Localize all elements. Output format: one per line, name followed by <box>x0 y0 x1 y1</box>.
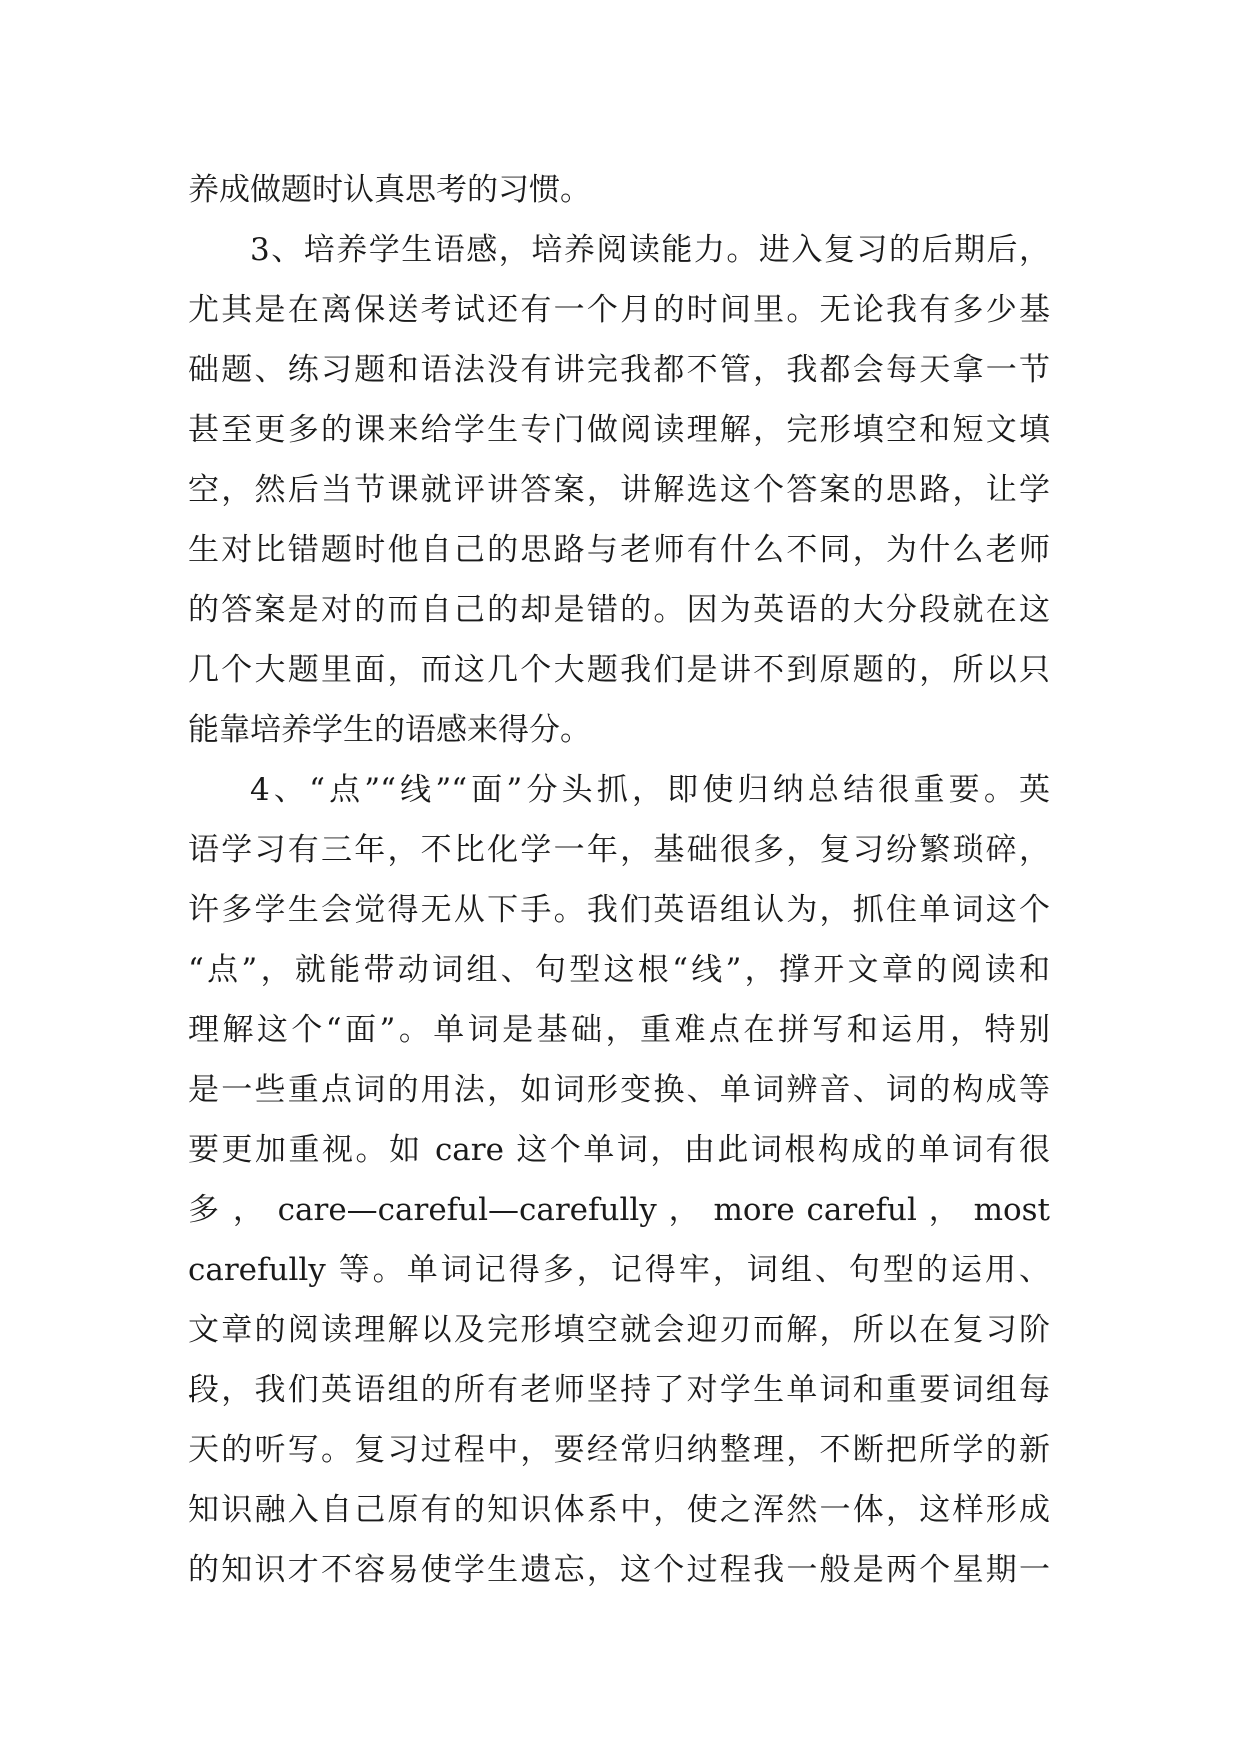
text-line: 理解这个“面”。单词是基础，重难点在拼写和运用，特别 <box>188 1012 1050 1048</box>
body-text <box>188 160 1050 1600</box>
text-line: 空，然后当节课就评讲答案，讲解选这个答案的思路，让学 <box>188 472 1050 508</box>
text-line: 甚至更多的课来给学生专门做阅读理解，完形填空和短文填 <box>188 412 1050 448</box>
text-line: 生对比错题时他自己的思路与老师有什么不同，为什么老师 <box>188 532 1050 568</box>
text-line: 知识融入自己原有的知识体系中，使之浑然一体，这样形成 <box>188 1492 1050 1528</box>
text-line: 文章的阅读理解以及完形填空就会迎刃而解，所以在复习阶 <box>188 1312 1050 1348</box>
text-line: 多 ， care—careful—carefully ， more careful ， most <box>188 1192 1050 1228</box>
text-line: 础题、练习题和语法没有讲完我都不管，我都会每天拿一节 <box>188 352 1050 388</box>
text-line: 几个大题里面，而这几个大题我们是讲不到原题的，所以只 <box>188 652 1050 688</box>
text-line: 许多学生会觉得无从下手。我们英语组认为，抓住单词这个 <box>188 892 1050 928</box>
text-line: carefully 等。单词记得多，记得牢，词组、句型的运用、 <box>188 1252 1050 1288</box>
text-line: 能靠培养学生的语感来得分。 <box>188 712 591 748</box>
paragraph-3-start: 3、培养学生语感，培养阅读能力。进入复习的后期后， <box>250 232 1050 268</box>
text-line: 语学习有三年，不比化学一年，基础很多，复习纷繁琐碎， <box>188 832 1050 868</box>
text-line: 的知识才不容易使学生遗忘，这个过程我一般是两个星期一 <box>188 1552 1050 1588</box>
text-line: 天的听写。复习过程中，要经常归纳整理，不断把所学的新 <box>188 1432 1050 1468</box>
text-line: 养成做题时认真思考的习惯。 <box>188 172 591 208</box>
text-line: 段，我们英语组的所有老师坚持了对学生单词和重要词组每 <box>188 1372 1050 1408</box>
text-line: 尤其是在离保送考试还有一个月的时间里。无论我有多少基 <box>188 292 1050 328</box>
text-line: 要更加重视。如 care 这个单词，由此词根构成的单词有很 <box>188 1132 1050 1168</box>
text-line: 的答案是对的而自己的却是错的。因为英语的大分段就在这 <box>188 592 1050 628</box>
text-line: “点”，就能带动词组、句型这根“线”，撑开文章的阅读和 <box>188 952 1050 988</box>
text-line: 是一些重点词的用法，如词形变换、单词辨音、词的构成等 <box>188 1072 1050 1108</box>
paragraph-4-start: 4、“点”“线”“面”分头抓，即使归纳总结很重要。英 <box>250 772 1050 808</box>
